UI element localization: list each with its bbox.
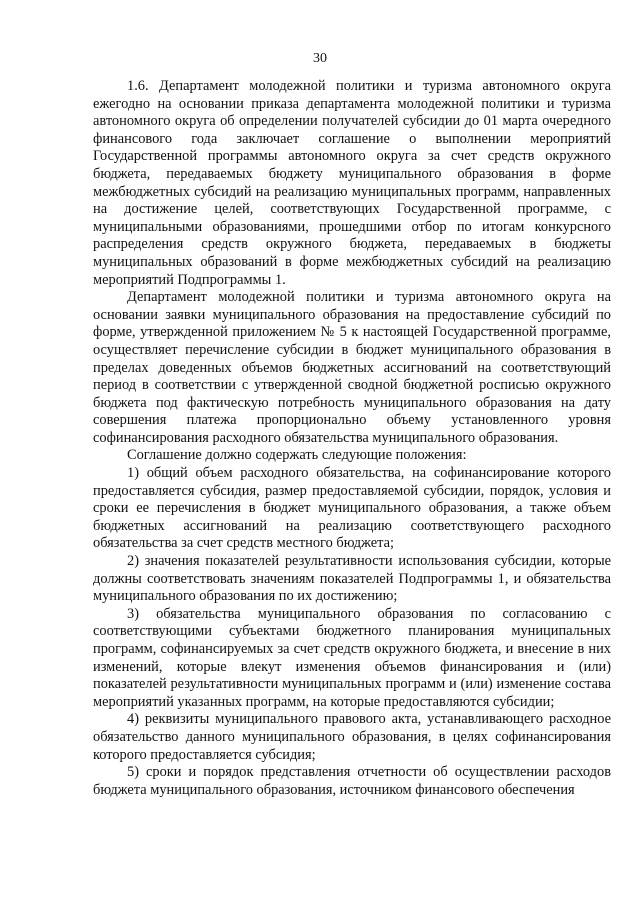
document-body: [93, 78, 611, 799]
paragraph-department-transfer: Департамент молодежной политики и туризма автономного округа на основании заявки муниципального образования на предоставление субсидий по форме, утвержденной приложением № 5 к настоящей Государственной программе, осуществляет перечисление субсидии в бюджет муниципального образования в пределах доведенных объемов бюджетных ассигнований на соответствующий период в соответствии с утвержденной сводной бюджетной росписью окружного бюджета под фактическую потребность муниципального образования на дату совершения платежа пропорционально объему установленного уровня софинансирования расходного обязательства муниципального образования.: [93, 289, 611, 446]
page-number: 30: [313, 51, 327, 66]
paragraph-agreement-intro: Соглашение должно содержать следующие положения:: [127, 447, 467, 464]
list-item-5: 5) сроки и порядок представления отчетности об осуществлении расходов бюджета муниципального образования, источником финансового обеспечения: [93, 764, 611, 798]
paragraph-1-6: 1.6. Департамент молодежной политики и туризма автономного округа ежегодно на основании приказа департамента молодежной политики и туризма автономного округа об определении получателей субсидии до 01 марта очередного финансового года заключает соглашение о выполнении мероприятий Государственной программы автономного округа за счет средств окружного бюджета, передаваемых бюджету муниципального образования в форме межбюджетных субсидий на реализацию муниципальных программ, направленных на достижение целей, соответствующих Государственной программе, с муниципальными образованиями, прошедшими отбор по итогам конкурсного распределения средств окружного бюджета, передаваемых в бюджеты муниципальных образований в форме межбюджетных субсидий на реализацию мероприятий Подпрограммы 1.: [93, 78, 611, 288]
list-item-1: 1) общий объем расходного обязательства, на софинансирование которого предоставляется субсидия, размер предоставляемой субсидии, порядок, условия и сроки ее перечисления в бюджет муниципального образования, а также объем бюджетных ассигнований на реализацию соответствующего расходного обязательства за счет средств местного бюджета;: [93, 465, 611, 552]
list-item-2: 2) значения показателей результативности использования субсидии, которые должны соответствовать значениям показателей Подпрограммы 1, и обязательства муниципального образования по их достижению;: [93, 553, 611, 605]
list-item-4: 4) реквизиты муниципального правового акта, устанавливающего расходное обязательство данного муниципального образования, в целях софинансирования которого предоставляется субсидия;: [93, 711, 611, 763]
list-item-3: 3) обязательства муниципального образования по согласованию с соответствующими субъектами бюджетного планирования муниципальных программ, софинансируемых за счет средств окружного бюджета, и внесение в них изменений, которые влекут изменения объемов финансирования и (или) показателей результативности муниципальных программ и (или) изменение состава мероприятий указанных программ, на которые предоставляются субсидии;: [93, 605, 611, 710]
